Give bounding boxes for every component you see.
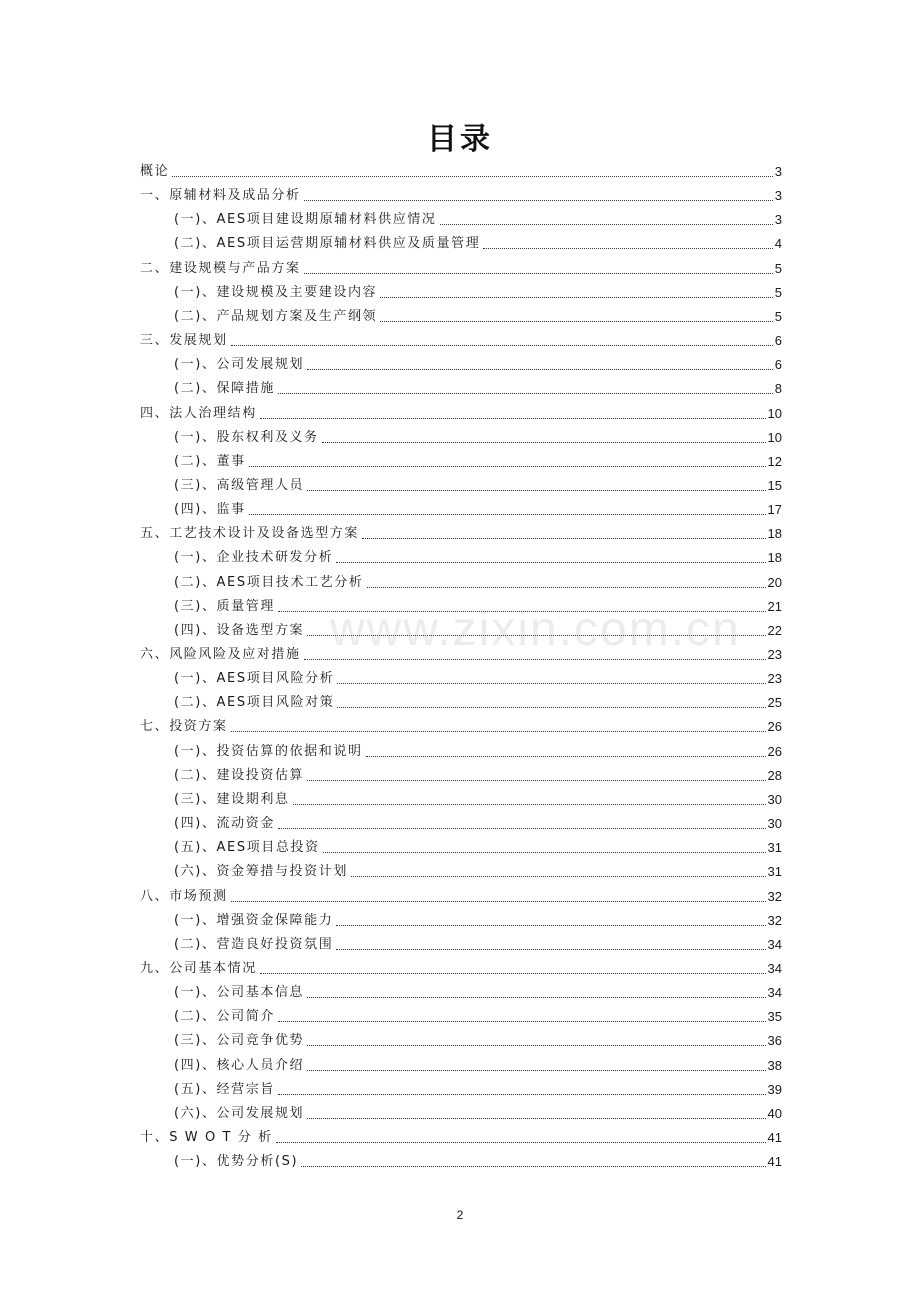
toc-entry[interactable] (140, 329, 782, 351)
dot-leader (307, 997, 765, 998)
toc-entry-text: 七、投资方案 (140, 719, 228, 735)
toc-entry-page: 38 (767, 1057, 782, 1073)
toc-entry-text: (二)、董事 (174, 453, 246, 469)
toc-entry-page: 3 (774, 212, 782, 228)
toc-entry-text: (三)、质量管理 (174, 598, 275, 614)
toc-entry[interactable] (174, 1078, 782, 1100)
dot-leader (307, 1118, 765, 1119)
toc-entry-text: (二)、AES项目风险对策 (174, 695, 335, 711)
toc-entry[interactable] (174, 450, 782, 472)
dot-leader (337, 707, 765, 708)
dot-leader (260, 973, 766, 974)
watermark: www.zixin.com.cn (330, 603, 741, 656)
toc-entry-page: 22 (767, 622, 782, 638)
dot-leader (231, 345, 773, 346)
toc-entry-text: (一)、AES项目风险分析 (174, 671, 335, 687)
toc-entry[interactable] (174, 474, 782, 496)
toc-entry-text: 一、原辅材料及成品分析 (140, 188, 301, 204)
toc-entry-page: 26 (767, 743, 782, 759)
toc-entry-page: 36 (767, 1033, 782, 1049)
toc-entry-page: 6 (774, 333, 782, 349)
toc-entry[interactable] (174, 377, 782, 399)
toc-entry[interactable] (140, 257, 782, 279)
dot-leader (304, 273, 773, 274)
toc-entry[interactable] (174, 305, 782, 327)
toc-entry[interactable] (174, 1102, 782, 1124)
toc-entry-text: (三)、高级管理人员 (174, 477, 305, 493)
dot-leader (367, 587, 766, 588)
toc-entry[interactable] (174, 764, 782, 786)
toc-entry-text: (五)、AES项目总投资 (174, 840, 320, 856)
toc-entry[interactable] (174, 691, 782, 713)
toc-entry-page: 8 (774, 381, 782, 397)
toc-entry[interactable] (140, 885, 782, 907)
dot-leader (337, 683, 765, 684)
toc-entry-page: 23 (767, 671, 782, 687)
toc-entry[interactable] (140, 715, 782, 737)
toc-entry-page: 31 (767, 840, 782, 856)
toc-entry[interactable] (174, 353, 782, 375)
toc-entry[interactable] (174, 1029, 782, 1051)
toc-entry-page: 4 (774, 236, 782, 252)
toc-entry-page: 30 (767, 791, 782, 807)
toc-entry-page: 34 (767, 985, 782, 1001)
dot-leader (304, 200, 773, 201)
toc-entry-text: (二)、保障措施 (174, 381, 275, 397)
toc-entry-text: (五)、经营宗旨 (174, 1081, 275, 1097)
toc-entry-text: (四)、流动资金 (174, 816, 275, 832)
toc-entry-page: 3 (774, 188, 782, 204)
toc-entry-page: 32 (767, 888, 782, 904)
toc-entry-page: 18 (767, 550, 782, 566)
page-number: 2 (456, 1208, 464, 1222)
toc-entry-text: 九、公司基本情况 (140, 960, 257, 976)
toc-entry-text: 十、S W O T 分 析 (140, 1130, 273, 1145)
dot-leader (336, 925, 765, 926)
toc-entry[interactable] (174, 619, 782, 641)
toc-entry-text: 八、市场预测 (140, 888, 228, 904)
toc-entry-page: 30 (767, 816, 782, 832)
toc-entry-text: (四)、核心人员介绍 (174, 1057, 305, 1073)
toc-entry-text: (一)、建设规模及主要建设内容 (174, 284, 378, 300)
dot-leader (307, 780, 765, 781)
toc-entry[interactable] (174, 546, 782, 568)
dot-leader (380, 297, 773, 298)
toc-entry[interactable] (174, 933, 782, 955)
dot-leader (278, 1021, 766, 1022)
dot-leader (231, 731, 766, 732)
toc-entry-text: (二)、营造良好投资氛围 (174, 936, 334, 952)
toc-entry-text: (四)、监事 (174, 502, 246, 518)
dot-leader (307, 369, 773, 370)
toc-entry[interactable] (174, 498, 782, 520)
toc-entry-text: (二)、产品规划方案及生产纲领 (174, 308, 378, 324)
toc-entry-page: 41 (767, 1154, 782, 1170)
dot-leader (231, 901, 766, 902)
toc-entry-page: 15 (767, 477, 782, 493)
dot-leader (304, 659, 766, 660)
toc-entry[interactable] (174, 836, 782, 858)
toc-entry-text: (三)、公司竞争优势 (174, 1033, 305, 1049)
dot-leader (172, 176, 773, 177)
toc-entry[interactable] (174, 860, 782, 882)
dot-leader (301, 1166, 765, 1167)
toc-entry-page: 10 (767, 429, 782, 445)
toc-entry-page: 3 (774, 164, 782, 179)
dot-leader (307, 1045, 765, 1046)
dot-leader (278, 393, 773, 394)
toc-entry[interactable] (174, 232, 782, 254)
toc-entry-text: (一)、股东权利及义务 (174, 429, 319, 445)
toc-entry-text: 二、建设规模与产品方案 (140, 260, 301, 276)
toc-entry-page: 10 (767, 405, 782, 421)
toc-entry-page: 12 (767, 453, 782, 469)
toc-entry-page: 5 (774, 308, 782, 324)
toc-entry[interactable] (174, 1054, 782, 1076)
dot-leader (249, 466, 766, 467)
dot-leader (351, 876, 766, 877)
dot-leader (278, 1094, 766, 1095)
toc-entry-text: (六)、公司发展规划 (174, 1105, 305, 1121)
dot-leader (249, 514, 766, 515)
toc-entry[interactable] (174, 571, 782, 593)
toc-entry[interactable] (174, 812, 782, 834)
toc-entry[interactable] (174, 426, 782, 448)
toc-entry-text: (四)、设备选型方案 (174, 622, 305, 638)
toc-entry-text: (一)、AES项目建设期原辅材料供应情况 (174, 212, 437, 228)
dot-leader (307, 635, 765, 636)
toc-entry-text: 五、工艺技术设计及设备选型方案 (140, 526, 360, 542)
toc-entry-page: 32 (767, 912, 782, 928)
toc-entry-page: 5 (774, 260, 782, 276)
toc-entry-text: 概论 (140, 164, 170, 179)
toc-entry[interactable] (140, 402, 782, 424)
toc-entry-text: (一)、企业技术研发分析 (174, 550, 334, 566)
toc-entry[interactable] (174, 909, 782, 931)
toc-entry-text: (一)、公司发展规划 (174, 357, 305, 373)
toc-entry[interactable] (140, 522, 782, 544)
toc-entry-page: 35 (767, 1009, 782, 1025)
toc-entry-page: 26 (767, 719, 782, 735)
toc-entry[interactable] (174, 1005, 782, 1027)
dot-leader (380, 321, 773, 322)
toc-title: 目录 (427, 122, 493, 157)
dot-leader (323, 852, 766, 853)
toc-entry[interactable] (174, 281, 782, 303)
toc-entry-page: 20 (767, 574, 782, 590)
toc-entry-page: 31 (767, 864, 782, 880)
dot-leader (307, 1070, 765, 1071)
toc-entry-text: (二)、建设投资估算 (174, 767, 305, 783)
toc-entry-page: 40 (767, 1105, 782, 1121)
toc-entry-text: (二)、AES项目技术工艺分析 (174, 574, 364, 590)
toc-entry[interactable] (174, 1150, 782, 1172)
toc-entry-text: 三、发展规划 (140, 333, 228, 349)
toc-entry[interactable] (140, 160, 782, 182)
toc-entry-page: 39 (767, 1081, 782, 1097)
dot-leader (307, 490, 765, 491)
toc-entry-text: (二)、AES项目运营期原辅材料供应及质量管理 (174, 236, 481, 252)
toc-entry-page: 28 (767, 767, 782, 783)
toc-entry[interactable] (140, 957, 782, 979)
toc-entry[interactable] (140, 1126, 782, 1148)
dot-leader (260, 418, 766, 419)
dot-leader (278, 828, 766, 829)
dot-leader (278, 611, 766, 612)
toc-entry-page: 34 (767, 960, 782, 976)
toc-entry-text: (一)、投资估算的依据和说明 (174, 743, 363, 759)
dot-leader (440, 224, 773, 225)
toc-entry[interactable] (174, 788, 782, 810)
toc-entry-page: 41 (767, 1130, 782, 1145)
dot-leader (336, 562, 765, 563)
toc-entry-page: 5 (774, 284, 782, 300)
toc-entry-text: (一)、增强资金保障能力 (174, 912, 334, 928)
dot-leader (293, 804, 766, 805)
dot-leader (362, 538, 766, 539)
dot-leader (322, 442, 766, 443)
toc-entry-text: 四、法人治理结构 (140, 405, 257, 421)
toc-entry[interactable] (174, 740, 782, 762)
toc-entry-text: (一)、优势分析(S) (174, 1154, 299, 1170)
toc-entry-page: 17 (767, 502, 782, 518)
toc-entry[interactable] (140, 643, 782, 665)
dot-leader (366, 756, 766, 757)
toc-entry[interactable] (174, 208, 782, 230)
toc-entry[interactable] (174, 667, 782, 689)
toc-entry[interactable] (174, 595, 782, 617)
toc-entry[interactable] (174, 981, 782, 1003)
dot-leader (276, 1142, 766, 1143)
toc-entry-page: 25 (767, 695, 782, 711)
toc-entry-page: 23 (767, 647, 782, 662)
toc-entry-text: (三)、建设期利息 (174, 791, 290, 807)
toc-entry-text: (二)、公司简介 (174, 1009, 275, 1025)
toc-entry-page: 34 (767, 936, 782, 952)
toc-entry-page: 21 (767, 598, 782, 614)
toc-entry-page: 6 (774, 357, 782, 373)
dot-leader (336, 949, 765, 950)
toc-entry[interactable] (140, 184, 782, 206)
toc-entry-text: 六、风险风险及应对措施 (140, 647, 301, 662)
toc-entry-page: 18 (767, 526, 782, 542)
dot-leader (483, 248, 772, 249)
toc-entry-text: (一)、公司基本信息 (174, 985, 305, 1001)
toc-entry-text: (六)、资金筹措与投资计划 (174, 864, 348, 880)
